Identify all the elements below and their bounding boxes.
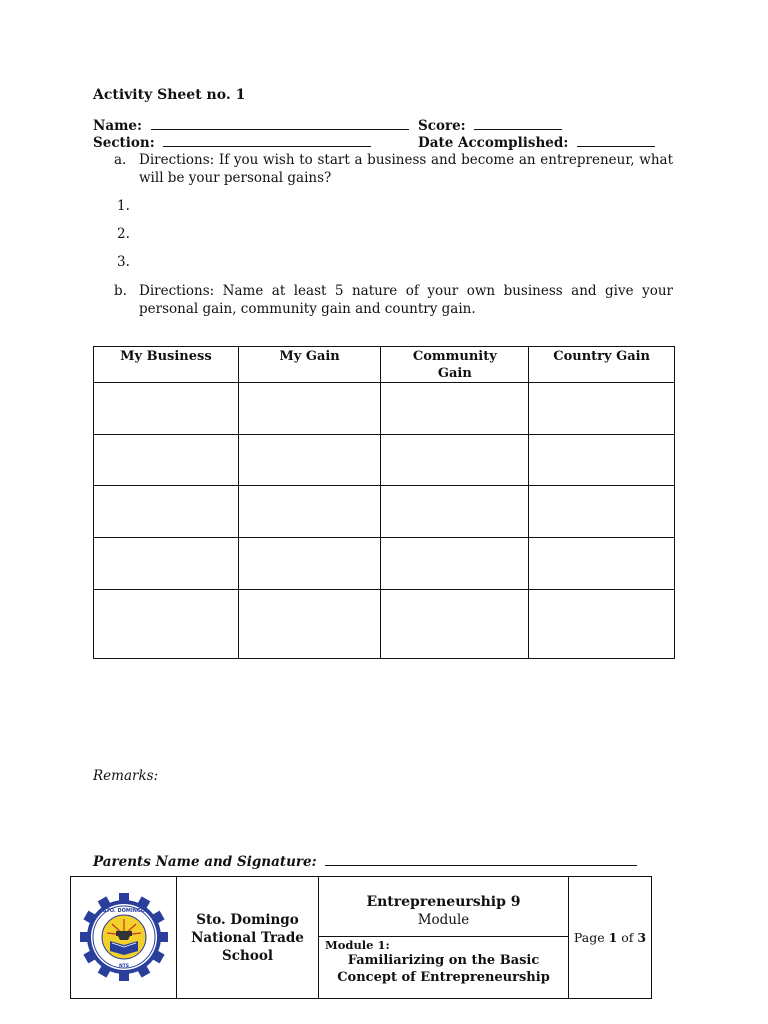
page-indicator	[574, 930, 646, 945]
table-row	[94, 590, 675, 659]
name-row	[93, 117, 409, 134]
school-name-line-3: School	[222, 947, 273, 964]
section-label: Section:	[93, 135, 155, 151]
score-label: Score:	[418, 118, 466, 134]
table-cell[interactable]	[238, 590, 381, 659]
module-top	[319, 877, 568, 937]
date-row	[418, 134, 655, 151]
table-cell[interactable]	[238, 383, 381, 435]
footer-box	[70, 876, 652, 999]
direction-b	[93, 282, 675, 318]
section-blank[interactable]	[163, 134, 371, 147]
header-community-gain	[381, 347, 529, 383]
table-cell[interactable]	[381, 486, 529, 538]
logo-text-bottom: NTS	[118, 964, 130, 969]
score-blank[interactable]	[474, 117, 562, 130]
footer-logo-cell	[71, 877, 177, 998]
table-cell[interactable]	[529, 486, 675, 538]
table-cell[interactable]	[94, 590, 239, 659]
direction-b-text: Directions: Name at least 5 nature of your own business and give your personal gain, community gain and country gain.	[139, 283, 673, 317]
table-cell[interactable]	[94, 538, 239, 590]
school-logo-icon	[71, 877, 177, 998]
direction-a	[93, 151, 675, 187]
table-cell[interactable]	[381, 435, 529, 486]
answer-2: 2.	[117, 226, 130, 242]
module-desc-line-2: Concept of Entrepreneurship	[337, 970, 550, 985]
table-cell[interactable]	[238, 486, 381, 538]
remarks-label: Remarks:	[93, 768, 159, 784]
direction-b-marker: b.	[114, 283, 127, 299]
table-cell[interactable]	[381, 538, 529, 590]
table-cell[interactable]	[238, 538, 381, 590]
table-row	[94, 435, 675, 486]
table-row	[94, 383, 675, 435]
table-cell[interactable]	[381, 383, 529, 435]
module-number: Module 1:	[325, 938, 390, 952]
header-my-gain: My Gain	[238, 347, 381, 383]
footer-module-cell	[319, 877, 569, 998]
table-row	[94, 486, 675, 538]
table-cell[interactable]	[94, 486, 239, 538]
page-total: 3	[637, 930, 647, 945]
score-row	[418, 117, 562, 134]
business-table	[93, 346, 675, 659]
page-of: of	[621, 930, 634, 945]
table-row	[94, 538, 675, 590]
footer-page-cell	[569, 877, 651, 998]
sheet-title: Activity Sheet no. 1	[93, 87, 246, 103]
answer-3: 3.	[117, 254, 130, 270]
table-cell[interactable]	[94, 435, 239, 486]
page-current: 1	[608, 930, 618, 945]
module-desc-line-1: Familiarizing on the Basic	[347, 953, 540, 968]
answer-1: 1.	[117, 198, 130, 214]
date-blank[interactable]	[577, 134, 655, 147]
parents-blank[interactable]	[325, 853, 637, 866]
school-name	[191, 911, 304, 965]
section-row	[93, 134, 371, 151]
school-name-line-2: National Trade	[191, 929, 304, 946]
page-word: Page	[573, 930, 605, 945]
table-cell[interactable]	[529, 383, 675, 435]
table-cell[interactable]	[94, 383, 239, 435]
direction-a-text: Directions: If you wish to start a business and become an entrepreneur, what will be your personal gains?	[139, 152, 673, 186]
name-label: Name:	[93, 118, 142, 134]
name-blank[interactable]	[151, 117, 409, 130]
header-country-gain: Country Gain	[529, 347, 675, 383]
footer-school-cell	[177, 877, 319, 998]
parents-row	[93, 853, 637, 870]
date-label: Date Accomplished:	[418, 135, 569, 151]
subject-title: Entrepreneurship 9	[366, 894, 521, 910]
logo-text: STO. DOMINGO	[102, 908, 146, 914]
header-community-gain-text: Community Gain	[412, 349, 497, 381]
table-cell[interactable]	[238, 435, 381, 486]
direction-a-marker: a.	[114, 152, 127, 168]
module-word: Module	[417, 912, 470, 928]
parents-label: Parents Name and Signature:	[93, 854, 317, 870]
table-cell[interactable]	[529, 435, 675, 486]
school-name-line-1: Sto. Domingo	[196, 911, 299, 928]
header-my-business: My Business	[94, 347, 239, 383]
table-cell[interactable]	[529, 538, 675, 590]
table-cell[interactable]	[529, 590, 675, 659]
table-cell[interactable]	[381, 590, 529, 659]
table-header-row	[94, 347, 675, 383]
module-description	[319, 952, 568, 986]
